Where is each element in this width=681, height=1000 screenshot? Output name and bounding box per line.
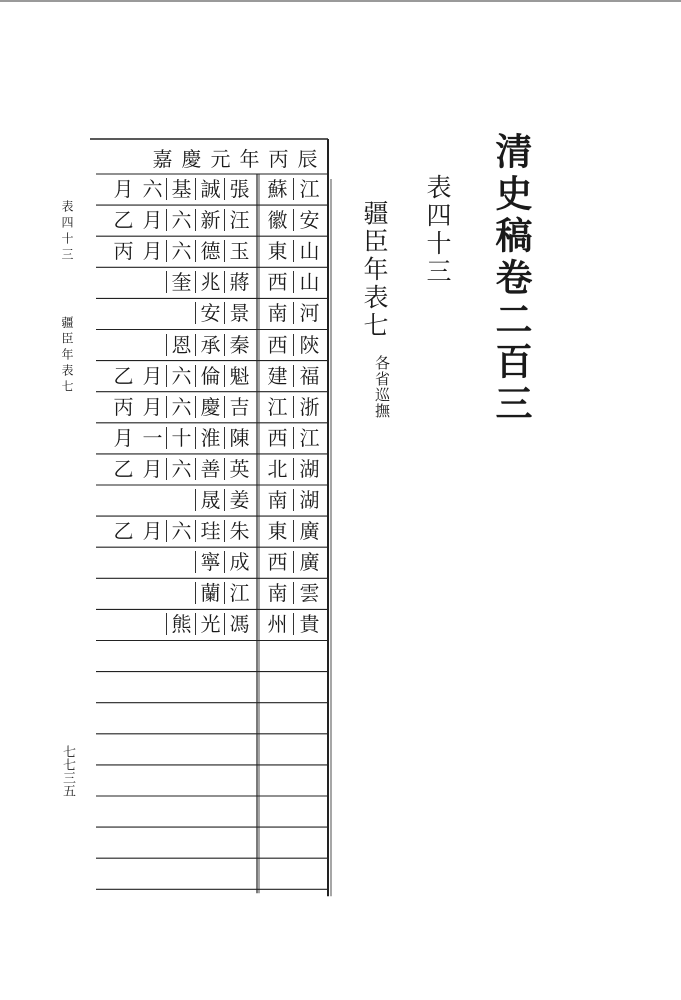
province-char: 西 (267, 332, 288, 357)
cell-divider (195, 302, 196, 324)
entry-char: 十 (171, 425, 192, 450)
province-char: 東 (267, 519, 288, 544)
entry-char: 倫 (200, 363, 221, 388)
entry-char: 英 (229, 456, 250, 481)
table-row (96, 330, 328, 360)
cell-divider (293, 396, 294, 418)
entry-char: 六 (171, 208, 192, 233)
entry-char: 乙 (113, 208, 134, 233)
cell-divider (293, 271, 294, 293)
province-char: 西 (267, 270, 288, 295)
table-row (96, 578, 328, 608)
cell-divider (293, 427, 294, 449)
entry-char: 月 (142, 456, 163, 481)
entry-char: 丙 (113, 239, 134, 264)
entry-char: 姜 (229, 488, 250, 512)
province-char: 江 (299, 177, 320, 201)
entry-char: 安 (200, 301, 221, 326)
table-row (96, 267, 328, 297)
entry-char: 成 (229, 550, 250, 575)
entry-char: 月 (142, 363, 163, 388)
entry-char: 寧 (200, 550, 221, 575)
entry-char: 熊 (171, 612, 192, 637)
entry-char: 晟 (200, 488, 221, 512)
province-char: 廣 (299, 519, 320, 544)
province-char: 南 (267, 301, 288, 326)
table-row (96, 236, 328, 266)
cell-divider (195, 551, 196, 573)
entry-char: 奎 (171, 270, 192, 295)
cell-divider (293, 178, 294, 200)
entry-char: 承 (200, 332, 221, 357)
page-number: 七七三五 (60, 745, 75, 797)
table-row (96, 547, 328, 577)
province-char: 東 (267, 239, 288, 264)
entry-char: 蔣 (229, 270, 250, 295)
province-char: 西 (267, 425, 288, 450)
year-header-char: 丙 (268, 147, 289, 171)
year-header-char: 辰 (297, 147, 318, 171)
province-char: 建 (267, 363, 288, 388)
entry-char: 六 (142, 177, 163, 201)
entry-char: 慶 (200, 394, 221, 419)
entry-char: 月 (142, 208, 163, 233)
province-char: 福 (299, 363, 320, 388)
entry-char: 汪 (229, 208, 250, 233)
cell-divider (166, 613, 167, 635)
province-char: 徽 (267, 208, 288, 233)
province-char: 浙 (299, 394, 320, 419)
year-header-char: 慶 (181, 147, 202, 171)
province-char: 南 (267, 488, 288, 512)
entry-char: 六 (171, 519, 192, 544)
entry-char: 陳 (229, 425, 250, 450)
cell-divider (195, 582, 196, 604)
entry-char: 誠 (200, 177, 221, 201)
table-row (96, 392, 328, 422)
province-char: 湖 (299, 456, 320, 481)
table-row (96, 174, 328, 204)
cell-divider (293, 334, 294, 356)
entry-char: 月 (142, 519, 163, 544)
province-char: 山 (299, 239, 320, 264)
province-char: 湖 (299, 488, 320, 512)
entry-char: 魁 (229, 363, 250, 388)
province-char: 蘇 (267, 177, 288, 201)
cell-divider (293, 613, 294, 635)
margin-table-name: 疆臣年表七 (60, 316, 74, 396)
cell-divider (293, 551, 294, 573)
cell-divider (293, 582, 294, 604)
cell-divider (195, 489, 196, 511)
year-header-char: 年 (239, 147, 260, 171)
cell-divider (293, 209, 294, 231)
province-char: 廣 (299, 550, 320, 575)
cell-divider (293, 240, 294, 262)
entry-char: 秦 (229, 332, 250, 357)
entry-char: 善 (200, 456, 221, 481)
table-row (96, 423, 328, 453)
entry-char: 新 (200, 208, 221, 233)
entry-char: 淮 (200, 425, 221, 450)
book-title: 清史稿卷二百三 (489, 132, 533, 426)
entry-char: 馮 (229, 612, 250, 637)
entry-char: 玉 (229, 239, 250, 264)
cell-divider (166, 334, 167, 356)
entry-char: 一 (142, 425, 163, 450)
province-char: 江 (299, 425, 320, 450)
table-row (96, 609, 328, 639)
province-char: 西 (267, 550, 288, 575)
province-char: 江 (267, 394, 288, 419)
year-header (96, 145, 322, 173)
table-row (96, 205, 328, 235)
entry-char: 六 (171, 239, 192, 264)
entry-char: 景 (229, 301, 250, 326)
year-header-char: 嘉 (152, 147, 173, 171)
entry-char: 六 (171, 394, 192, 419)
entry-char: 六 (171, 456, 192, 481)
entry-char: 江 (229, 581, 250, 606)
cell-divider (293, 520, 294, 542)
entry-char: 丙 (113, 394, 134, 419)
table-row (96, 485, 328, 515)
province-char: 安 (299, 208, 320, 233)
province-char: 河 (299, 301, 320, 326)
province-char: 山 (299, 270, 320, 295)
entry-char: 吉 (229, 394, 250, 419)
cell-divider (293, 458, 294, 480)
province-char: 北 (267, 456, 288, 481)
province-char: 陝 (299, 332, 320, 357)
entry-char: 張 (229, 177, 250, 201)
table-row (96, 516, 328, 546)
cell-divider (166, 271, 167, 293)
scope-note: 各省巡撫 (373, 355, 391, 419)
entry-char: 月 (142, 239, 163, 264)
entry-char: 兆 (200, 270, 221, 295)
province-char: 貴 (299, 612, 320, 637)
province-char: 南 (267, 581, 288, 606)
table-name: 疆臣年表七 (360, 200, 389, 340)
entry-char: 德 (200, 239, 221, 264)
table-row (96, 454, 328, 484)
entry-char: 六 (171, 363, 192, 388)
cell-divider (293, 489, 294, 511)
entry-char: 朱 (229, 519, 250, 544)
table-number: 表四十三 (423, 174, 452, 286)
table-row (96, 361, 328, 391)
entry-char: 基 (171, 177, 192, 201)
entry-char: 月 (113, 425, 134, 450)
cell-divider (293, 365, 294, 387)
margin-table-label: 表四十三 (60, 200, 74, 264)
entry-char: 乙 (113, 363, 134, 388)
entry-char: 月 (142, 394, 163, 419)
province-char: 雲 (299, 581, 320, 606)
entry-char: 乙 (113, 519, 134, 544)
table-row (96, 298, 328, 328)
province-char: 州 (267, 612, 288, 637)
entry-char: 珪 (200, 519, 221, 544)
cell-divider (293, 302, 294, 324)
entry-char: 乙 (113, 456, 134, 481)
entry-char: 蘭 (200, 581, 221, 606)
entry-char: 光 (200, 612, 221, 637)
entry-char: 月 (113, 177, 134, 201)
entry-char: 恩 (171, 332, 192, 357)
year-header-char: 元 (210, 147, 231, 171)
